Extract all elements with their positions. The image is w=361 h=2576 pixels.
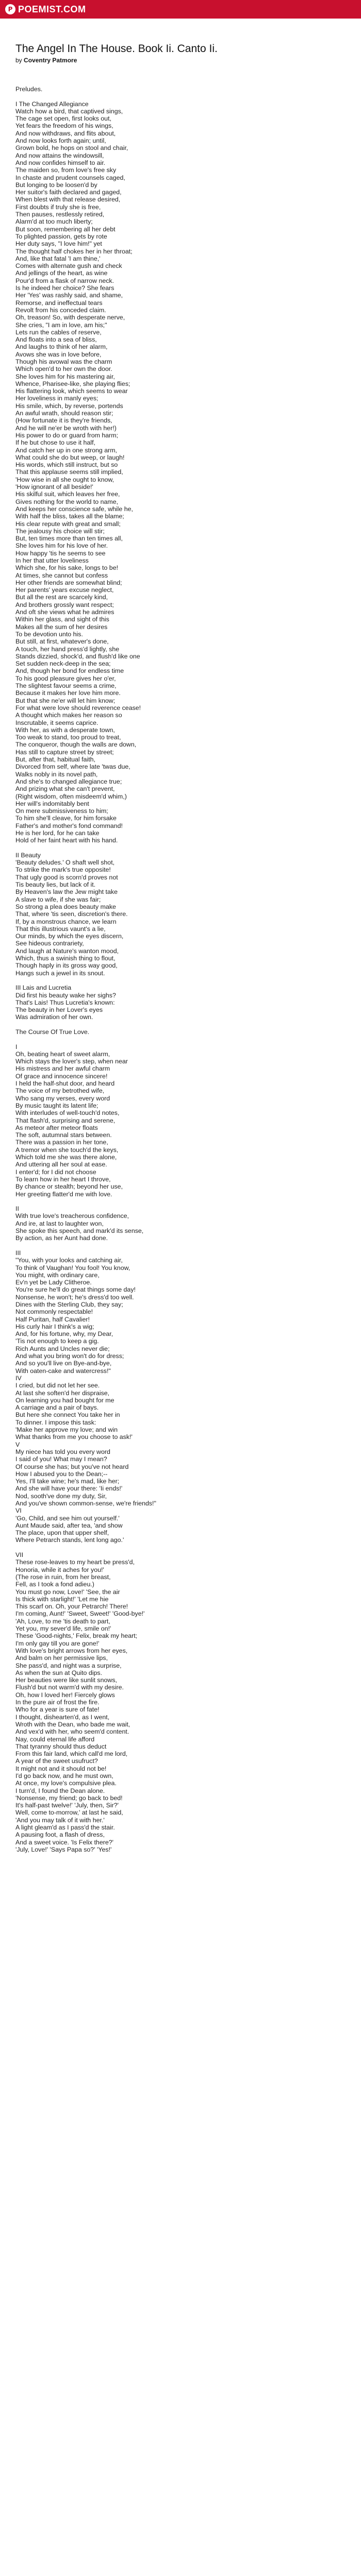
poem-line: Comes with alternate gush and check bbox=[15, 262, 122, 270]
poem-line: And laugh at Nature's wanton mood, bbox=[15, 947, 119, 955]
poem-line: That ugly good is scorn'd proves not bbox=[15, 873, 118, 881]
poem-line: With true love's treacherous confidence, bbox=[15, 1212, 129, 1220]
poem-line: As when the sun at Quito dips. bbox=[15, 1669, 103, 1676]
poem-line: I cried, but did not let her see. bbox=[15, 1382, 100, 1389]
poem-line: The cage set open, first looks out, bbox=[15, 115, 111, 123]
poem-line: I bbox=[15, 1043, 18, 1050]
poem-line: And ire, at last to laughter won, bbox=[15, 1219, 104, 1227]
poem-line: I thought, dishearten'd, as I went, bbox=[15, 1713, 110, 1721]
poem-line: That tyranny should thus deduct bbox=[15, 1742, 107, 1750]
poem-line: At once, my love's compulsive plea. bbox=[15, 1780, 117, 1787]
poem-stanza bbox=[15, 1205, 346, 1242]
poem-stanza bbox=[15, 1551, 346, 1853]
logo-text: POEMIST.COM bbox=[18, 4, 86, 14]
poem-line: I said of you! What may I mean? bbox=[15, 1455, 107, 1463]
poem-line: By Heaven's law the Jew might take bbox=[15, 888, 118, 896]
poem-line: And keeps her conscience safe, while he, bbox=[15, 505, 133, 513]
poem-line: Her will's indomitably bent bbox=[15, 800, 89, 807]
poem-line: If he but chose to use it half, bbox=[15, 439, 95, 447]
poem-line: To plighted passion, gets by rote bbox=[15, 232, 107, 240]
poem-line: Our minds, by which the eyes discern, bbox=[15, 933, 124, 940]
poem-stanza bbox=[15, 1028, 346, 1036]
poem-line: To dinner. I impose this task: bbox=[15, 1418, 96, 1426]
poem-line: 'And you may talk of it with her.' bbox=[15, 1816, 105, 1824]
poem-line: Where Petrarch stands, lent long ago.' bbox=[15, 1536, 124, 1544]
poem-title: The Angel In The House. Book Ii. Canto Ii. bbox=[15, 43, 218, 55]
poem-line: Her 'Yes' was rashly said, and shame, bbox=[15, 292, 123, 299]
poem-line: His mistress and her awful charm bbox=[15, 1065, 110, 1073]
poem-line: Which told me she was there alone, bbox=[15, 1154, 117, 1161]
poem-line: By music taught its latent life; bbox=[15, 1101, 99, 1109]
poem-line: The conqueror, though the walls are down, bbox=[15, 741, 137, 749]
poem-line: Within her glass, and sight of this bbox=[15, 616, 109, 623]
poem-line: The jealousy his choice will stir; bbox=[15, 527, 105, 535]
poem-line: The maiden so, from love's free sky bbox=[15, 166, 117, 174]
poem-line: She cries, "I am in love, am his;" bbox=[15, 321, 107, 329]
poem-line: Has still to capture street by street; bbox=[15, 748, 114, 756]
poem-line: Wroth with the Dean, who bade me wait, bbox=[15, 1720, 130, 1728]
poem-line: With oaten-cake and watercress!" bbox=[15, 1367, 111, 1375]
poem-line: Which, thus a swinish thing to flout, bbox=[15, 955, 116, 962]
poem-line: But soon, remembering all her debt bbox=[15, 225, 116, 233]
poem-line: It's half-past twelve!' 'July, then, Sir?' bbox=[15, 1802, 119, 1809]
poem-line: Oh, treason! So, with desperate nerve, bbox=[15, 314, 125, 321]
poem-line: And you've shown common-sense, we're friends!" bbox=[15, 1500, 156, 1507]
poem-line: Her parents' years excuse neglect, bbox=[15, 586, 114, 594]
poem-line: She loves him for his love of her. bbox=[15, 542, 108, 550]
poem-line: And jellings of the heart, as wine bbox=[15, 269, 108, 277]
poem-line: I'm only gay till you are gone!' bbox=[15, 1639, 100, 1647]
poem-line: His clear repute with great and small; bbox=[15, 520, 121, 528]
poem-line: Her beauties were like sunlit snows, bbox=[15, 1676, 117, 1684]
poem-line: Makes all the sum of her desires bbox=[15, 623, 108, 631]
poem-line: She pass'd, and night was a surprise, bbox=[15, 1662, 122, 1669]
poem-line: But all the rest are scarcely kind, bbox=[15, 594, 108, 601]
poem-line: But, after that, habitual faith, bbox=[15, 756, 95, 764]
poem-line: You might, with ordinary care, bbox=[15, 1271, 100, 1279]
poem-line: A thought which makes her reason so bbox=[15, 711, 122, 719]
poem-line: Then pauses, restlessly retired, bbox=[15, 211, 105, 218]
poem-line: He is her lord, for he can take bbox=[15, 829, 100, 837]
poem-body bbox=[15, 86, 346, 1853]
poem-stanza bbox=[15, 1249, 346, 1544]
poem-line: To his good pleasure gives her o'er, bbox=[15, 674, 116, 682]
poem-line: 'How ignorant of all beside!' bbox=[15, 483, 93, 491]
poem-line: Her greeting flatter'd me with love. bbox=[15, 1190, 112, 1198]
poem-line: And now withdraws, and flits about, bbox=[15, 129, 116, 137]
poem-line: 'Tis not enough to keep a gig. bbox=[15, 1337, 99, 1345]
poem-line: And she's to changed allegiance true; bbox=[15, 777, 122, 785]
poem-line: Though his avowal was the charm bbox=[15, 358, 112, 365]
poem-line: A slave to wife, if she was fair; bbox=[15, 895, 101, 903]
poem-line: A tremor when she touch'd the keys, bbox=[15, 1146, 119, 1154]
poem-line: Oh, how I loved her! Fiercely glows bbox=[15, 1691, 115, 1699]
poem-line: And vex'd with her, who seem'd content. bbox=[15, 1728, 129, 1736]
poem-line: The thought half chokes her in her throat; bbox=[15, 247, 133, 255]
poem-line: Set sudden neck-deep in the sea; bbox=[15, 660, 111, 668]
poem-line: But here she connect You take her in bbox=[15, 1411, 120, 1419]
poem-line: And so you'll live on Bye-and-bye, bbox=[15, 1360, 112, 1367]
poem-line: To learn how in her heart I throve, bbox=[15, 1175, 111, 1183]
poem-line: Watch how a bird, that captived sings, bbox=[15, 107, 123, 115]
poem-line: Which stays the lover's step, when near bbox=[15, 1058, 128, 1065]
poem-line: That this applause seems still implied, bbox=[15, 468, 123, 476]
poem-line: Did first his beauty wake her sighs? bbox=[15, 991, 116, 999]
byline-prefix: by bbox=[15, 57, 22, 64]
poem-stanza bbox=[15, 852, 346, 977]
poem-line: (The rose in ruin, from her breast, bbox=[15, 1573, 111, 1581]
poem-line: III bbox=[15, 1249, 21, 1257]
poem-line: VI bbox=[15, 1507, 22, 1515]
poem-line: I enter'd; for I did not choose bbox=[15, 1168, 96, 1176]
poem-line: Fell, as I took a fond adieu.) bbox=[15, 1581, 94, 1588]
poem-line: 'Ah, Love, to me 'tis death to part, bbox=[15, 1617, 110, 1625]
poem-line: Lets run the cables of reserve, bbox=[15, 328, 102, 336]
poem-line: A touch, her hand press'd lightly, she bbox=[15, 645, 120, 653]
poem-line: By chance or stealth; beyond her use, bbox=[15, 1183, 123, 1191]
poem-line: That this illustrious vaunt's a lie, bbox=[15, 925, 106, 933]
poem-line: Inscrutable, it seems caprice. bbox=[15, 719, 99, 726]
poem-line: What could she do but weep, or laugh! bbox=[15, 453, 125, 461]
logo-icon: P bbox=[5, 4, 15, 14]
poem-line: That, where 'tis seen, discretion's there. bbox=[15, 910, 128, 918]
poem-line: Her loveliness in manly eyes; bbox=[15, 395, 99, 402]
poem-line: Yes, I'll take wine; he's mad, like her; bbox=[15, 1478, 120, 1485]
poem-line: Alarm'd at too much liberty; bbox=[15, 218, 93, 226]
poem-line: How happy 'tis he seems to see bbox=[15, 549, 106, 557]
poem-line: Honoria, while it aches for you!' bbox=[15, 1566, 104, 1573]
poem-line: III Lais and Lucretia bbox=[15, 984, 72, 992]
poem-line: That's Lais! Thus Lucretia's known: bbox=[15, 998, 115, 1006]
poem-line: There was a passion in her tone, bbox=[15, 1139, 108, 1146]
poem-line: His skilful suit, which leaves her free, bbox=[15, 490, 120, 498]
poem-line: Aunt Maude said, after tea, 'and show bbox=[15, 1521, 123, 1529]
poem-line: A pausing foot, a flash of dress, bbox=[15, 1831, 105, 1839]
poem-line: Her duty says, "I love him!" yet bbox=[15, 240, 102, 248]
poem-line: She loves him for his mastering air, bbox=[15, 372, 115, 380]
poem-line: Flush'd but not warm'd with my desire. bbox=[15, 1684, 124, 1691]
poem-line: And uttering all her soul at ease. bbox=[15, 1161, 107, 1168]
poem-line: Pour'd from a flask of narrow neck. bbox=[15, 277, 114, 284]
poem-line: These rose-leaves to my heart be press'd, bbox=[15, 1558, 135, 1566]
poem-line: Nonsense, he won't; he's dress'd too well. bbox=[15, 1293, 134, 1301]
poem-line: An awful wrath, should reason stir; bbox=[15, 410, 113, 417]
poem-line: Half Puritan, half Cavalier! bbox=[15, 1315, 90, 1323]
poem-line: His curly hair I think's a wig; bbox=[15, 1323, 94, 1330]
poem-line: See hideous contrariety, bbox=[15, 940, 84, 947]
poem-line: Is he indeed her choice? She fears bbox=[15, 284, 114, 292]
poem-line: And, for his fortune, why, my Dear, bbox=[15, 1330, 113, 1338]
poem-line: Hold of her faint heart with his hand. bbox=[15, 837, 118, 844]
poem-line: You must go now, Love!' 'See, the air bbox=[15, 1588, 120, 1596]
poem-line: And, like that fatal 'I am thine,' bbox=[15, 255, 101, 262]
poem-line: Not commonly respectable! bbox=[15, 1308, 93, 1316]
poem-line: 'Beauty deludes.' O shaft well shot, bbox=[15, 859, 115, 867]
site-logo[interactable] bbox=[5, 4, 86, 15]
poem-line: I'm coming, Aunt!' 'Sweet, Sweet!' 'Good-bye!' bbox=[15, 1610, 145, 1618]
poem-line: And, though her bond for endless time bbox=[15, 667, 124, 675]
poem-line: 'July, Love!' 'Says Papa so?' 'Yes!' bbox=[15, 1845, 112, 1853]
poem-line: Father's and mother's fond command! bbox=[15, 822, 123, 829]
poem-line: And balm on her permissive lips, bbox=[15, 1654, 108, 1662]
poem-line: Tis beauty lies, but lack of it. bbox=[15, 881, 96, 889]
poem-line: And now attains the windowsill, bbox=[15, 151, 104, 159]
poem-line: "You, with your looks and catching air, bbox=[15, 1257, 123, 1264]
poem-line: Revolt from his conceded claim. bbox=[15, 306, 106, 314]
poem-line: The Course Of True Love. bbox=[15, 1028, 90, 1036]
poem-line: When blest with that release desired, bbox=[15, 196, 121, 204]
poem-line: V bbox=[15, 1440, 20, 1448]
poem-line: Who for a year is sure of fate! bbox=[15, 1706, 100, 1714]
poem-line: With love's bright arrows from her eyes, bbox=[15, 1647, 128, 1654]
poem-line: VII bbox=[15, 1551, 24, 1559]
poem-line: With interludes of well-touch'd notes, bbox=[15, 1109, 120, 1117]
poem-line: To him she'll cleave, for him forsake bbox=[15, 815, 117, 822]
poem-stanza bbox=[15, 984, 346, 1021]
poem-line: Divorced from self, where late 'twas due, bbox=[15, 763, 130, 771]
poem-stanza bbox=[15, 1043, 346, 1198]
poem-line: But still, at first, whatever's done, bbox=[15, 638, 109, 646]
poem-line: Well, come to-morrow,' at last he said, bbox=[15, 1809, 123, 1817]
poem-line: As meteor after meteor floats bbox=[15, 1124, 98, 1131]
poem-line: At last she soften'd her dispraise, bbox=[15, 1389, 110, 1397]
poem-line: This scarf on. Oh, your Petrarch! There! bbox=[15, 1603, 128, 1611]
poem-author[interactable]: Coventry Patmore bbox=[24, 57, 77, 64]
poem-line: And what you bring won't do for dress; bbox=[15, 1352, 124, 1360]
poem-line: Which open'd to her own the door. bbox=[15, 365, 112, 373]
poem-line: Too weak to stand, too proud to treat, bbox=[15, 734, 121, 741]
poem-line: And she will have your there: 'Ii ends!' bbox=[15, 1485, 123, 1493]
poem-line: That flash'd, surprising and serene, bbox=[15, 1116, 116, 1124]
poem-line: But longing to be loosen'd by bbox=[15, 181, 97, 189]
poem-line: The voice of my betrothed wife, bbox=[15, 1087, 105, 1095]
poem-line: Gives nothing for the world to name, bbox=[15, 498, 119, 505]
poem-line: A light gleam'd as I pass'd the stair. bbox=[15, 1824, 115, 1832]
poem-line: IV bbox=[15, 1374, 22, 1382]
poem-line: Yet you, my sever'd life, smile on!' bbox=[15, 1625, 111, 1633]
poem-line: And now looks forth again; until, bbox=[15, 137, 106, 145]
poem-line: Her suitor's faith declared and gaged, bbox=[15, 189, 122, 196]
poem-line: But, ten times more than ten times all, bbox=[15, 535, 123, 543]
poem-line: So strong a plea does beauty make bbox=[15, 903, 116, 910]
poem-line: Is thick with starlight!' 'Let me hie bbox=[15, 1595, 109, 1603]
poem-line: Though haply in its gross way good, bbox=[15, 962, 118, 970]
poem-line: The soft, autumnal stars between. bbox=[15, 1131, 112, 1139]
poem-line: A year of the sweet usufruct? bbox=[15, 1757, 98, 1765]
poem-line: And catch her up in one strong arm, bbox=[15, 446, 117, 454]
poem-byline bbox=[15, 57, 346, 64]
poem-line: And now confides himself to air. bbox=[15, 159, 106, 166]
poem-line: Whence, Pharisee-like, she playing flies; bbox=[15, 380, 130, 387]
poem-line: With her, as with a desperate town, bbox=[15, 726, 115, 734]
poem-line: In her that utter loveliness bbox=[15, 557, 89, 564]
poem-line: Which she, for his sake, longs to be! bbox=[15, 564, 119, 572]
poem-line: And oft she views what he admires bbox=[15, 608, 114, 616]
poem-line: Was admiration of her own. bbox=[15, 1013, 93, 1021]
poem-line: 'Nonsense, my friend; go back to bed! bbox=[15, 1794, 123, 1802]
poem-line: I held the half-shut door, and heard bbox=[15, 1080, 115, 1088]
poem-line: His words, which still instruct, but so bbox=[15, 461, 118, 469]
poem-stanza bbox=[15, 86, 346, 93]
poem-line: Of course she has; but you've not heard bbox=[15, 1463, 129, 1470]
poem-line: To strike the mark's true opposite! bbox=[15, 866, 111, 874]
poem-line: (How fortunate it is they're friends, bbox=[15, 417, 112, 425]
poem-line: The place, upon that upper shelf, bbox=[15, 1529, 109, 1537]
poem-stanza bbox=[15, 100, 346, 844]
poem-line: These 'Good-nights,' Felix, break my heart; bbox=[15, 1632, 138, 1640]
poem-line: Nay, could eternal life afford bbox=[15, 1735, 95, 1743]
poem-line: First doubts if truly she is free, bbox=[15, 203, 101, 211]
poem-line: For what were love should reverence cease! bbox=[15, 704, 141, 711]
poem-line: To think of Vaughan! You fool! You know, bbox=[15, 1264, 130, 1272]
poem-line: A carriage and a pair of bays. bbox=[15, 1404, 99, 1412]
poem-line: What thanks from me you choose to ask!' bbox=[15, 1433, 133, 1441]
poem-line: Rich Aunts and Uncles never die; bbox=[15, 1345, 110, 1352]
poem-line: I'd go back now, and he must own, bbox=[15, 1772, 113, 1780]
poem-line: She spoke this speech, and mark'd its sense, bbox=[15, 1227, 144, 1235]
poem-line: The slightest favour seems a crime, bbox=[15, 682, 117, 690]
poem-line: His flattering look, which seems to wear bbox=[15, 387, 128, 395]
poem-line: (Right wisdom, often misdeem'd whim,) bbox=[15, 792, 127, 800]
poem-line: From this fair land, which call'd me lord, bbox=[15, 1750, 128, 1758]
poem-line: Nod, sooth've done my duty, Sir, bbox=[15, 1492, 107, 1500]
poem-line: Of grace and innocence sincere! bbox=[15, 1072, 108, 1080]
poem-line: And prizing what she can't prevent, bbox=[15, 785, 115, 793]
poem-line: How I abused you to the Dean;-- bbox=[15, 1470, 108, 1478]
poem-line: Dines with the Sterling Club, they say; bbox=[15, 1300, 123, 1308]
poem-line: In chaste and prudent counsels caged, bbox=[15, 174, 125, 181]
poem-line: 'Make her approve my love; and win bbox=[15, 1426, 118, 1434]
poem-line: In the pure air of frost the fire. bbox=[15, 1699, 100, 1706]
poem-line: It might not and it should not be! bbox=[15, 1765, 107, 1772]
poem-line: On learning you had bought for me bbox=[15, 1396, 114, 1404]
poem-line: Oh, beating heart of sweet alarm, bbox=[15, 1050, 110, 1058]
poem-line: And floats into a sea of bliss, bbox=[15, 336, 97, 344]
poem-line: Who sang my verses, every word bbox=[15, 1094, 110, 1102]
poem-line: But that she ne'er will let him know; bbox=[15, 697, 116, 704]
poem-line: II Beauty bbox=[15, 851, 41, 859]
poem-line: Hangs such a jewel in its snout. bbox=[15, 969, 105, 977]
poem-line: To be devotion unto his. bbox=[15, 630, 83, 638]
poem-line: And laughs to think of her alarm, bbox=[15, 343, 108, 351]
poem-line: My niece has told you every word bbox=[15, 1448, 110, 1455]
poem-line: Her other friends are somewhat blind; bbox=[15, 579, 122, 586]
poem-line: I The Changed Allegiance bbox=[15, 100, 89, 108]
poem-line: Yet fears the freedom of his wings, bbox=[15, 122, 113, 130]
poem-line: The beauty in her Lover's eyes bbox=[15, 1006, 103, 1014]
poem-line: On mere submissiveness to him; bbox=[15, 807, 108, 815]
poem-line: And brothers grossly want respect; bbox=[15, 601, 114, 608]
poem-line: By action, as her Aunt had done. bbox=[15, 1234, 108, 1242]
poem-line: I turn'd, I found the Dean alone. bbox=[15, 1787, 105, 1794]
poem-line: Stands dizzied, shock'd, and flush'd like one bbox=[15, 652, 140, 660]
poem-line: If, by a monstrous chance, we learn bbox=[15, 918, 117, 925]
poem-line: At times, she cannot but confess bbox=[15, 571, 108, 579]
poem-line: Because it makes her love him more. bbox=[15, 689, 121, 697]
poem-line: With half the bliss, takes all the blame; bbox=[15, 513, 124, 520]
poem-line: Remorse, and ineffectual tears bbox=[15, 299, 103, 307]
poem-line: Grown bold, he hops on stool and chair, bbox=[15, 144, 128, 152]
poem-line: And a sweet voice. 'Is Felix there?' bbox=[15, 1838, 113, 1846]
poem-line: Walks nobly in its novel path, bbox=[15, 770, 98, 778]
poem-line: 'How wise in all she ought to know, bbox=[15, 476, 114, 483]
poem-line: Ev'n yet be Lady Clitheroe. bbox=[15, 1279, 92, 1286]
poem-line: 'Go, Child, and see him out yourself.' bbox=[15, 1514, 120, 1522]
poem-line: Avows she was in love before, bbox=[15, 350, 102, 358]
poem-line: His power to do or guard from harm; bbox=[15, 431, 119, 439]
poem-line: And he will ne'er be wroth with her!) bbox=[15, 424, 117, 432]
site-header bbox=[0, 0, 361, 19]
poem-container bbox=[0, 19, 361, 1853]
poem-line: His smile, which, by reverse, portends bbox=[15, 402, 123, 410]
poem-line: II bbox=[15, 1205, 19, 1213]
poem-line: You're sure he'll do great things some day! bbox=[15, 1286, 136, 1294]
poem-line: Preludes. bbox=[15, 86, 43, 93]
